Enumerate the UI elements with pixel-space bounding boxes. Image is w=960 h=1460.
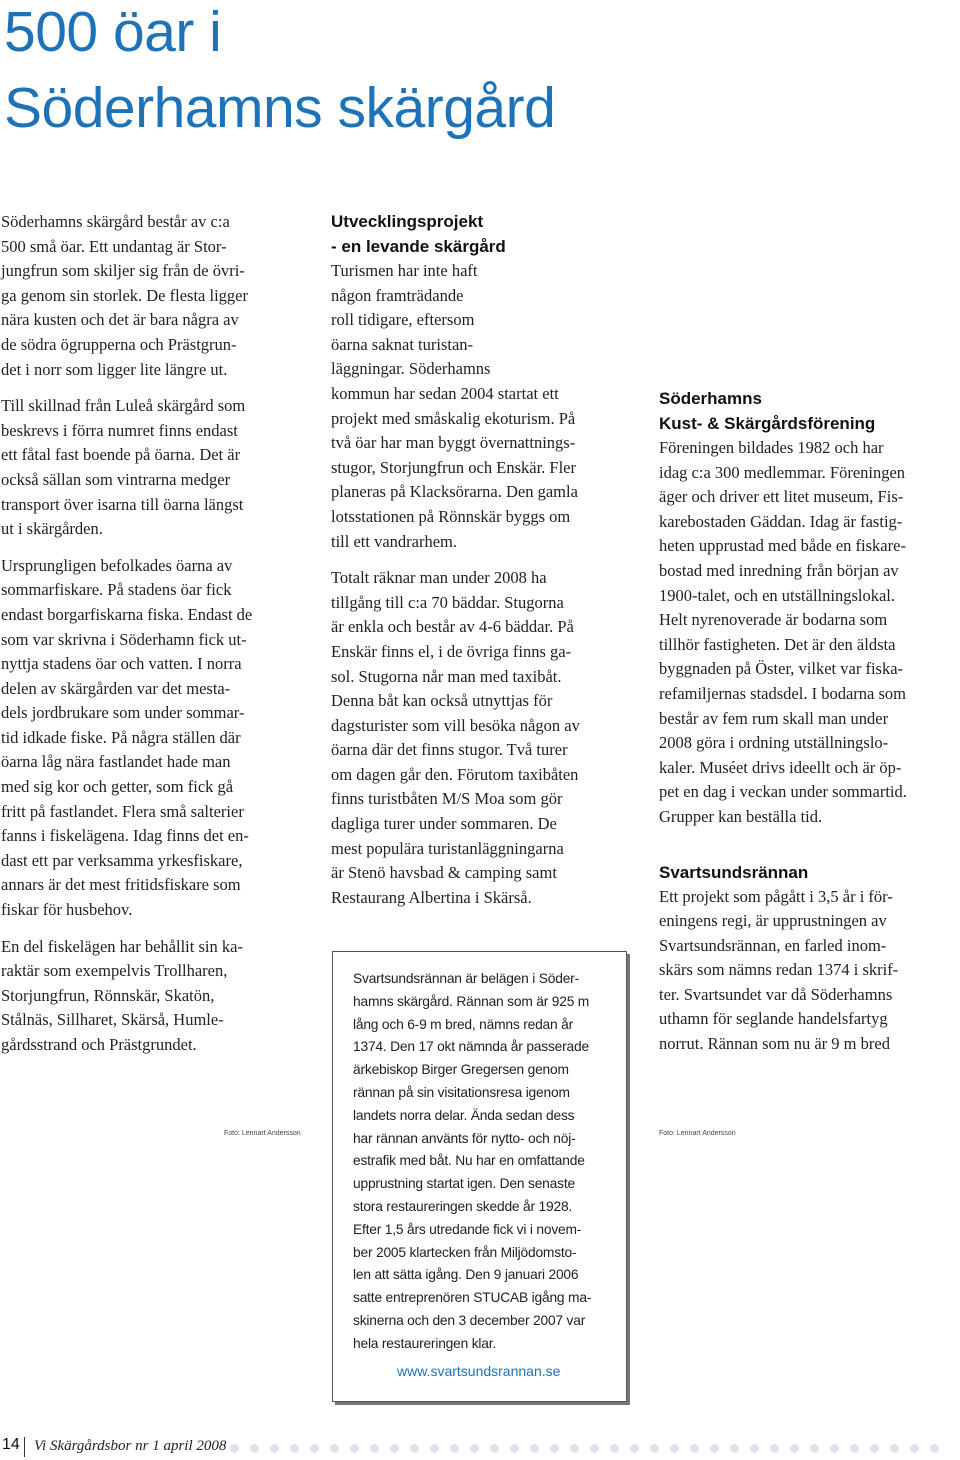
decorative-dot	[410, 1444, 419, 1453]
decorative-dot	[450, 1444, 459, 1453]
info-box	[332, 951, 627, 1402]
decorative-dot	[810, 1444, 819, 1453]
column-middle	[331, 209, 631, 922]
paragraph: Ett projekt som pågått i 3,5 år i för- eningens regi, är upprustningen av Svartsundsrännan, en farled inom- skärs som nämns redan 1374 i skrif- ter. Svartsundet var då Söderhamns uthamn för seglande handelsfartyg norrut. Rännan som nu är 9 m bred	[659, 886, 899, 1054]
decorative-dot	[630, 1444, 639, 1453]
decorative-dot	[390, 1444, 399, 1453]
decorative-dot	[490, 1444, 499, 1453]
decorative-dot	[670, 1444, 679, 1453]
decorative-dot	[710, 1444, 719, 1453]
page-number: 14	[2, 1436, 20, 1453]
decorative-dot	[790, 1444, 799, 1453]
decorative-dot	[770, 1444, 779, 1453]
decorative-dot	[250, 1444, 259, 1453]
decorative-dot	[510, 1444, 519, 1453]
intro-paragraph: Söderhamns skärgård består av c:a 500 små öar. Ett undantag är Stor- jungfrun som skiljer sig från de övri- ga genom sin storlek. De flesta ligger nära kusten och det är bara några av de södra ögrupperna och Prästgrun- det i norr som ligger lite längre ut.	[1, 212, 248, 379]
decorative-dot	[230, 1444, 239, 1453]
section-heading: Utvecklingsprojekt - en levande skärgård	[331, 212, 506, 256]
paragraph: Föreningen bildades 1982 och har idag c:a 300 medlemmar. Föreningen äger och driver ett litet museum, Fis- karebostaden Gäddan. Idag är fastig- heten upprustad med både en fiskare- bostad med inredning från början av 1900-talet, och en utställningslokal. Helt nyrenoverade är bodarna som tillhör fastigheten. Det är den äldsta byggnaden på Öster, vilket var fiska- refamiljernas stadsdel. I bodarna som består av fem rum skall man under 2008 göra i ordning utställningslo- kaler. Muséet drivs ideellt och är öp- pet en dag i veckan under sommartid. Grupper kan beställa tid.	[659, 438, 907, 826]
decorative-dot	[330, 1444, 339, 1453]
decorative-dot	[650, 1444, 659, 1453]
decorative-dot	[290, 1444, 299, 1453]
decorative-dot	[690, 1444, 699, 1453]
photo-credit: Foto: Lennart Andersson	[224, 1130, 301, 1137]
decorative-dot	[830, 1444, 839, 1453]
decorative-dot	[890, 1444, 899, 1453]
decorative-dot	[430, 1444, 439, 1453]
page-title: 500 öar i Söderhamns skärgård	[4, 0, 556, 140]
decorative-dot	[310, 1444, 319, 1453]
photo-credit: Foto: Lennart Andersson	[659, 1130, 736, 1137]
decorative-dot	[370, 1444, 379, 1453]
section-heading: Svartsundsrännan	[659, 862, 809, 882]
decorative-dot	[930, 1444, 939, 1453]
section-heading: Söderhamns Kust- & Skärgårdsförening	[659, 389, 876, 433]
decorative-dot	[750, 1444, 759, 1453]
paragraph: Turismen har inte haft någon framträdande roll tidigare, eftersom öarna saknat turistan- läggningar. Söderhamns kommun har sedan 2004 startat ett projekt med småskalig ekoturism. På två öar har man byggt övernattnings- stugor, Storjungfrun och Enskär. Fler planeras på Klacksörarna. Den gamla lotsstationen på Rönnskär byggs om till ett vandrarhem.	[331, 261, 578, 551]
paragraph: Totalt räknar man under 2008 ha tillgång till c:a 70 bäddar. Stugorna är enkla och består av 4-6 bäddar. På Enskär finns el, i de övriga finns ga- sol. Stugorna når man med taxibåt. Denna båt kan också utnyttjas för dagsturister som vill besöka någon av öarna där det finns stugor. Två turer om dagen går den. Förutom taxibåten finns turistbåten M/S Moa som gör dagliga turer under sommaren. De mest populära turistanläggningarna är Stenö havsbad & camping samt Restaurang Albertina i Skärså.	[331, 568, 580, 907]
website-link[interactable]: www.svartsundsrannan.se	[397, 1363, 561, 1379]
decorative-dot	[610, 1444, 619, 1453]
footer-divider	[24, 1437, 25, 1457]
decorative-dot	[850, 1444, 859, 1453]
page-footer	[0, 1436, 960, 1460]
decorative-dot	[910, 1444, 919, 1453]
decorative-dot	[730, 1444, 739, 1453]
paragraph: Till skillnad från Luleå skärgård som beskrevs i förra numret finns endast ett fåtal fast boende på öarna. Det är också sällan som vintrarna medger transport över isarna till öarna längst ut i skärgården.	[1, 396, 246, 539]
decorative-dot	[470, 1444, 479, 1453]
decorative-dot	[870, 1444, 879, 1453]
decorative-dot	[590, 1444, 599, 1453]
paragraph: Ursprungligen befolkades öarna av sommarfiskare. På stadens öar fick endast borgarfiskarna fiska. Endast de som var skrivna i Söderhamn fick ut- nyttja stadens öar och vatten. I norra delen av skärgården var det mesta- dels jordbrukare som under sommar- tid idkade fiske. På några ställen där öarna låg nära fastlandet hade man med sig kor och getter, som fick gå fritt på fastlandet. Flera små salterier fanns i fiskelägena. Idag finns det en- dast ett par verksamma yrkesfiskare, annars är det mest fritidsfiskare som fiskar för husbehov.	[1, 555, 253, 920]
info-box-text: Svartsundsrännan är belägen i Söder- hamns skärgård. Rännan som är 925 m lång och 6-9 m bred, nämns redan år 1374. Den 17 okt nämnda år passerade ärkebiskop Birger Gregersen genom rännan på sin visitationsresa igenom landets norra delar. Ända sedan dess har rännan använts för nytto- och nöj- estrafik med båt. Nu har en omfattande upprustning startat igen. Den senaste stora restaureringen skedde år 1928. Efter 1,5 års utredande fick vi i novem- ber 2005 klartecken från Miljödomsto- len att sätta igång. Den 9 januari 2006 satte entreprenören STUCAB igång ma- skinerna och den 3 december 2007 var hela restaureringen klar.	[353, 971, 592, 1351]
publication-name: Vi Skärgårdsbor nr 1 april 2008	[34, 1438, 227, 1454]
paragraph: En del fiskelägen har behållit sin ka- raktär som exempelvis Trollharen, Storjungfrun, Rönnskär, Skatön, Stålnäs, Sillharet, Skärså, Humle- gårdsstrand och Prästgrundet.	[1, 936, 243, 1054]
column-left	[1, 210, 303, 1070]
decorative-dot	[570, 1444, 579, 1453]
decorative-dot	[350, 1444, 359, 1453]
decorative-dot	[270, 1444, 279, 1453]
decorative-dot	[530, 1444, 539, 1453]
decorative-dot	[550, 1444, 559, 1453]
column-right	[659, 386, 959, 1069]
